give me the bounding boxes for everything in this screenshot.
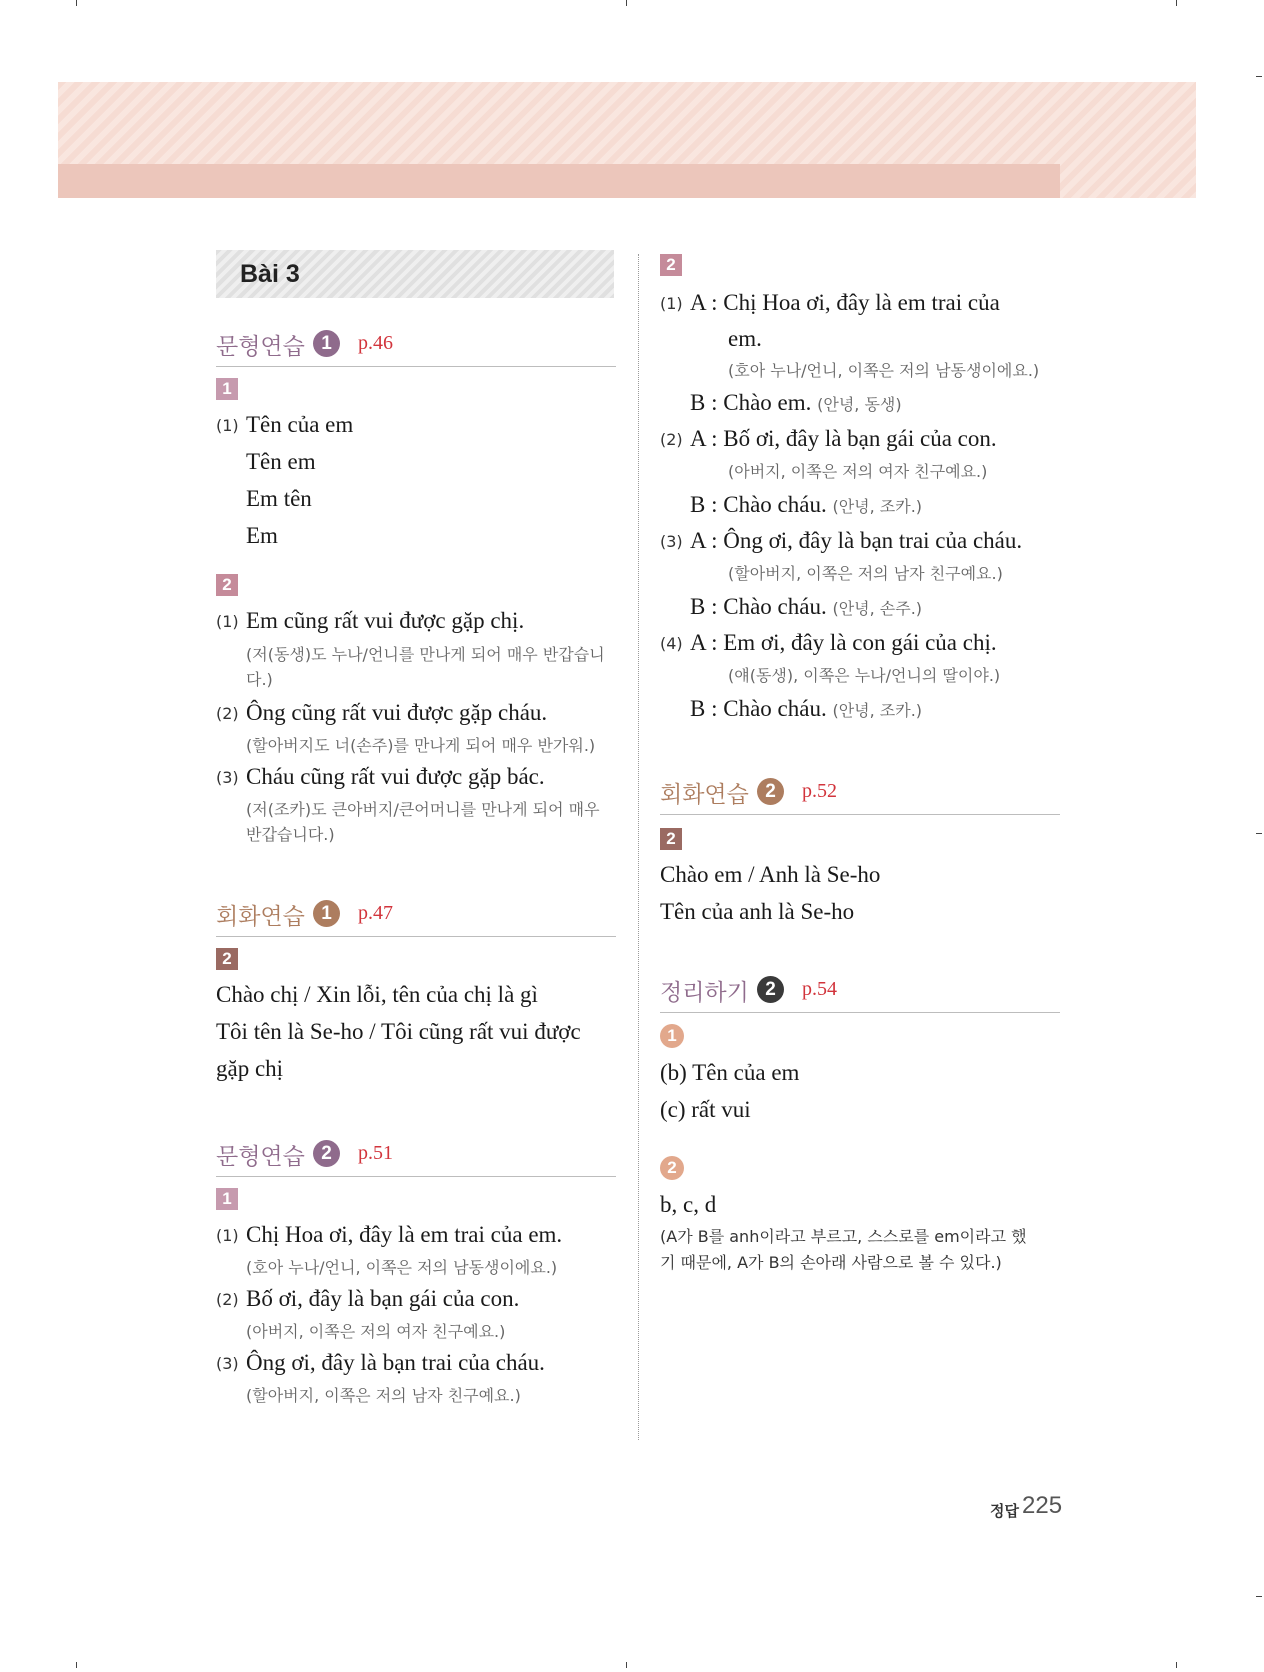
answer-line: Em [246,523,278,548]
korean-translation: (호아 누나/언니, 이쪽은 저의 남동생이에요.) [728,361,1040,380]
item-label: (3) [216,1354,239,1373]
item-label: (1) [216,612,239,631]
question-badge: 2 [660,254,682,276]
dialogue-line-a: A : Chị Hoa ơi, đây là em trai của [690,290,1000,315]
section-number-badge: 2 [757,976,784,1003]
dialogue-line-a: A : Ông ơi, đây là bạn trai của cháu. [690,528,1023,553]
answer-line: Ông cũng rất vui được gặp cháu. [246,700,548,725]
footer-label: 정답 [990,1502,1019,1520]
section-pattern-practice-1 [216,324,616,367]
item-label: (2) [660,430,683,449]
item-label: (1) [660,294,683,313]
crop-mark [1256,1596,1262,1597]
question-badge-circle: 1 [660,1024,684,1048]
answer-line: Cháu cũng rất vui được gặp bác. [246,764,545,789]
answer-line: Chị Hoa ơi, đây là em trai của em. [246,1222,563,1247]
korean-translation: (저(동생)도 누나/언니를 만나게 되어 매우 반갑습니 [246,645,605,664]
crop-mark [1176,0,1177,6]
explanation-note: (A가 B를 anh이라고 부르고, 스스로를 em이라고 했 [660,1227,1027,1246]
dialogue-line-b: B : Chào em. (안녕, 동생) [690,390,902,415]
section-number-badge: 1 [313,900,340,927]
answer-line: Ông ơi, đây là bạn trai của cháu. [246,1350,545,1375]
section-number-badge: 2 [313,1140,340,1167]
answer-line: Tên em [246,449,316,474]
crop-mark [626,1662,627,1668]
answer-line: Bố ơi, đây là bạn gái của con. [246,1286,520,1311]
lesson-header [216,250,614,298]
crop-mark [1256,76,1262,77]
question-badge: 2 [660,828,682,850]
item-label: (2) [216,1290,239,1309]
item-label: (1) [216,416,239,435]
dialogue-line-b: B : Chào cháu. (안녕, 조카.) [690,492,923,517]
korean-translation: (할아버지, 이쪽은 저의 남자 친구예요.) [246,1386,521,1405]
korean-translation: (아버지, 이쪽은 저의 여자 친구예요.) [728,462,988,481]
question-badge: 2 [216,948,238,970]
section-page-ref: p.46 [358,332,393,354]
column-divider [638,254,639,1440]
lesson-title: Bài 3 [240,260,300,288]
item-label: (2) [216,704,239,723]
answer-line: (c) rất vui [660,1097,751,1122]
question-badge: 1 [216,378,238,400]
question-badge: 1 [216,1188,238,1210]
dialogue-line-a-cont: em. [728,326,762,351]
dialogue-line-a: A : Em ơi, đây là con gái của chị. [690,630,997,655]
crop-mark [626,0,627,6]
answer-line: gặp chị [216,1056,284,1081]
question-badge: 2 [216,574,238,596]
section-conversation-practice-1 [216,894,616,937]
header-strip [58,164,1060,198]
answer-line: b, c, d [660,1192,717,1217]
answer-line: Tên của anh là Se-ho [660,899,855,924]
answer-line: Em tên [246,486,312,511]
dialogue-line-b: B : Chào cháu. (안녕, 손주.) [690,594,923,619]
crop-mark [1256,833,1262,834]
answer-line: Tên của em [246,412,354,437]
section-page-ref: p.52 [802,780,837,802]
korean-translation: (아버지, 이쪽은 저의 여자 친구예요.) [246,1322,506,1341]
korean-translation: (할아버지, 이쪽은 저의 남자 친구예요.) [728,564,1003,583]
korean-translation: (저(조카)도 큰아버지/큰어머니를 만나게 되어 매우 [246,800,600,819]
section-number-badge: 2 [757,778,784,805]
section-page-ref: p.54 [802,978,837,1000]
section-page-ref: p.47 [358,902,393,924]
section-name: 정리하기 [660,980,749,1006]
section-name: 문형연습 [216,334,305,360]
section-review-2 [660,970,1060,1013]
item-label: (4) [660,634,683,653]
crop-mark [1176,1662,1177,1668]
korean-translation: (호아 누나/언니, 이쪽은 저의 남동생이에요.) [246,1258,558,1277]
korean-translation: 반갑습니다.) [246,825,335,844]
dialogue-line-b: B : Chào cháu. (안녕, 조카.) [690,696,923,721]
crop-mark [76,0,77,6]
dialogue-line-a: A : Bố ơi, đây là bạn gái của con. [690,426,997,451]
question-badge-circle: 2 [660,1156,684,1180]
section-number-badge: 1 [313,330,340,357]
answer-line: (b) Tên của em [660,1060,800,1085]
item-label: (3) [216,768,239,787]
answer-line: Chào chị / Xin lỗi, tên của chị là gì [216,982,538,1007]
answer-line: Chào em / Anh là Se-ho [660,862,881,887]
korean-translation: (할아버지도 너(손주)를 만나게 되어 매우 반가워.) [246,736,596,755]
section-name: 문형연습 [216,1144,305,1170]
answer-line: Em cũng rất vui được gặp chị. [246,608,525,633]
korean-translation: (얘(동생), 이쪽은 누나/언니의 딸이야.) [728,666,1001,685]
korean-translation: 다.) [246,670,273,689]
crop-mark [76,1662,77,1668]
page-number: 225 [1022,1492,1063,1519]
section-page-ref: p.51 [358,1142,393,1164]
item-label: (3) [660,532,683,551]
section-name: 회화연습 [216,904,305,930]
section-name: 회화연습 [660,782,749,808]
answer-line: Tôi tên là Se-ho / Tôi cũng rất vui được [216,1019,581,1044]
explanation-note: 기 때문에, A가 B의 손아래 사람으로 볼 수 있다.) [660,1253,1002,1272]
section-pattern-practice-2 [216,1134,616,1177]
section-conversation-practice-2 [660,772,1060,815]
item-label: (1) [216,1226,239,1245]
